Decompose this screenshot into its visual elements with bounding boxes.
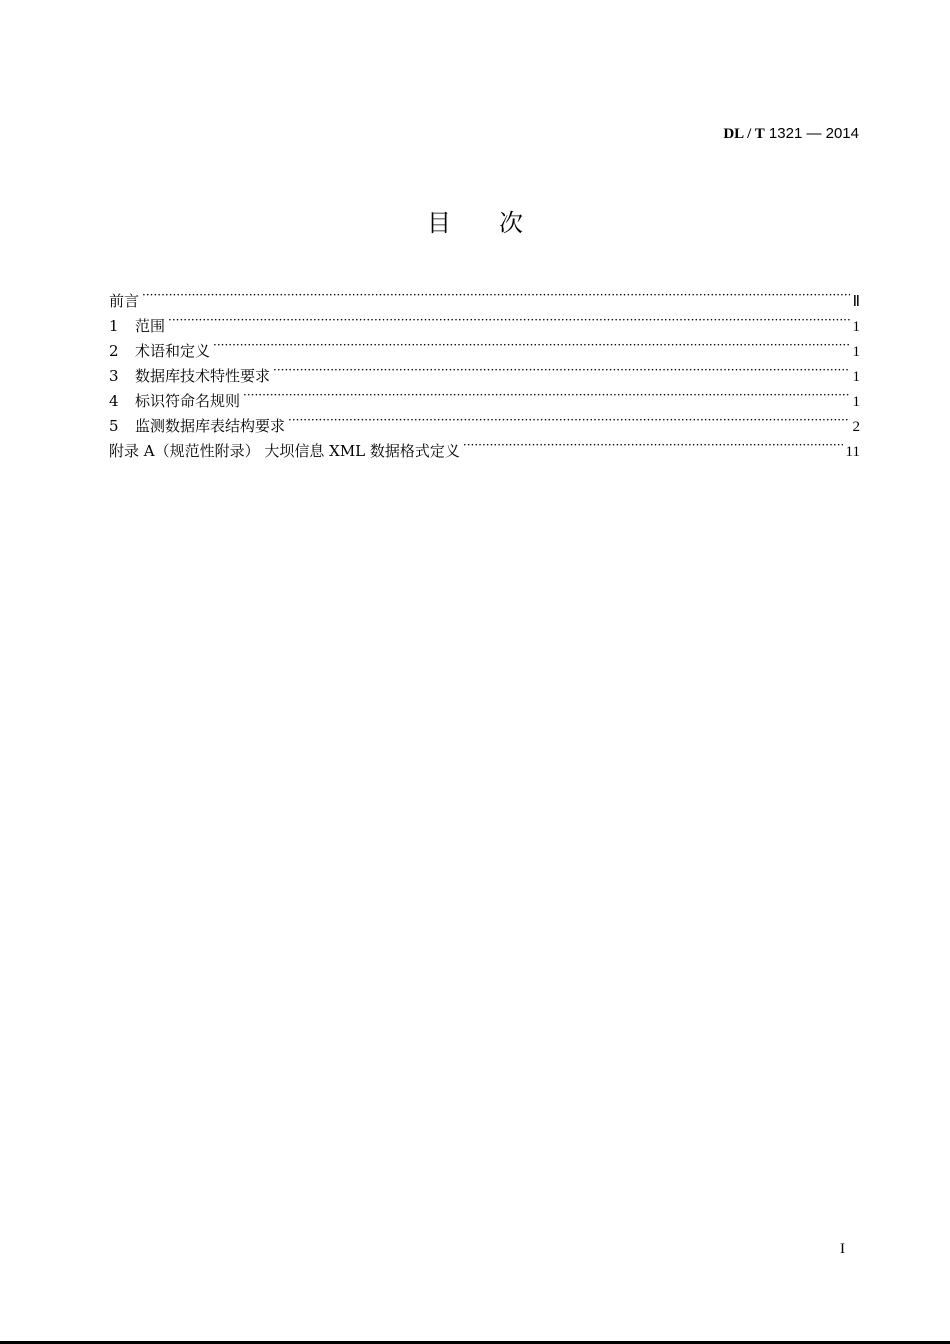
toc-entry-page: 2 [852, 419, 860, 435]
toc-entry-label: 术语和定义 [135, 342, 211, 360]
toc-entry-page: 11 [845, 444, 860, 460]
toc-entry-scope[interactable] [109, 309, 860, 334]
page-title-char-2: 次 [499, 209, 523, 237]
toc-leader-dots [288, 409, 849, 431]
toc-entry-terms[interactable] [109, 334, 860, 359]
toc-leader-dots [168, 309, 849, 331]
toc-entry-label: 监测数据库表结构要求 [135, 417, 286, 435]
toc-entry-number: 4 [109, 392, 119, 410]
toc-leader-dots [463, 434, 843, 456]
toc-entry-label: 附录 A（规范性附录） 大坝信息 XML 数据格式定义 [109, 442, 460, 460]
toc-entry-appendix-a[interactable] [109, 434, 860, 459]
toc-entry-label: 数据库技术特性要求 [135, 367, 271, 385]
toc-leader-dots [273, 359, 849, 381]
page-number: I [840, 1241, 845, 1257]
toc-leader-dots [142, 284, 850, 306]
standard-code-number: 1321 — 2014 [768, 125, 859, 142]
toc-entry-number: 5 [109, 417, 119, 435]
toc-leader-dots [243, 384, 849, 406]
toc-entry-foreword[interactable] [109, 284, 860, 309]
toc-entry-table-structure[interactable] [109, 409, 860, 434]
toc-entry-label: 范围 [135, 317, 166, 335]
standard-code [723, 125, 859, 143]
toc-entry-page: Ⅱ [852, 294, 860, 310]
toc-entry-page: 1 [852, 369, 860, 385]
toc-entry-number: 3 [109, 367, 119, 385]
toc-entry-label: 标识符命名规则 [135, 392, 241, 410]
toc-entry-number: 2 [109, 342, 119, 360]
toc-entry-db-requirements[interactable] [109, 359, 860, 384]
toc-entry-page: 1 [852, 344, 860, 360]
table-of-contents [109, 284, 860, 459]
toc-entry-label: 前言 [109, 292, 140, 310]
page-title-char-1: 目 [427, 209, 451, 237]
toc-entry-number: 1 [109, 317, 119, 335]
standard-code-prefix: DL / T [723, 126, 765, 142]
toc-entry-page: 1 [852, 394, 860, 410]
page-title [0, 203, 950, 238]
toc-leader-dots [213, 334, 849, 356]
toc-entry-naming-rules[interactable] [109, 384, 860, 409]
toc-entry-page: 1 [852, 319, 860, 335]
